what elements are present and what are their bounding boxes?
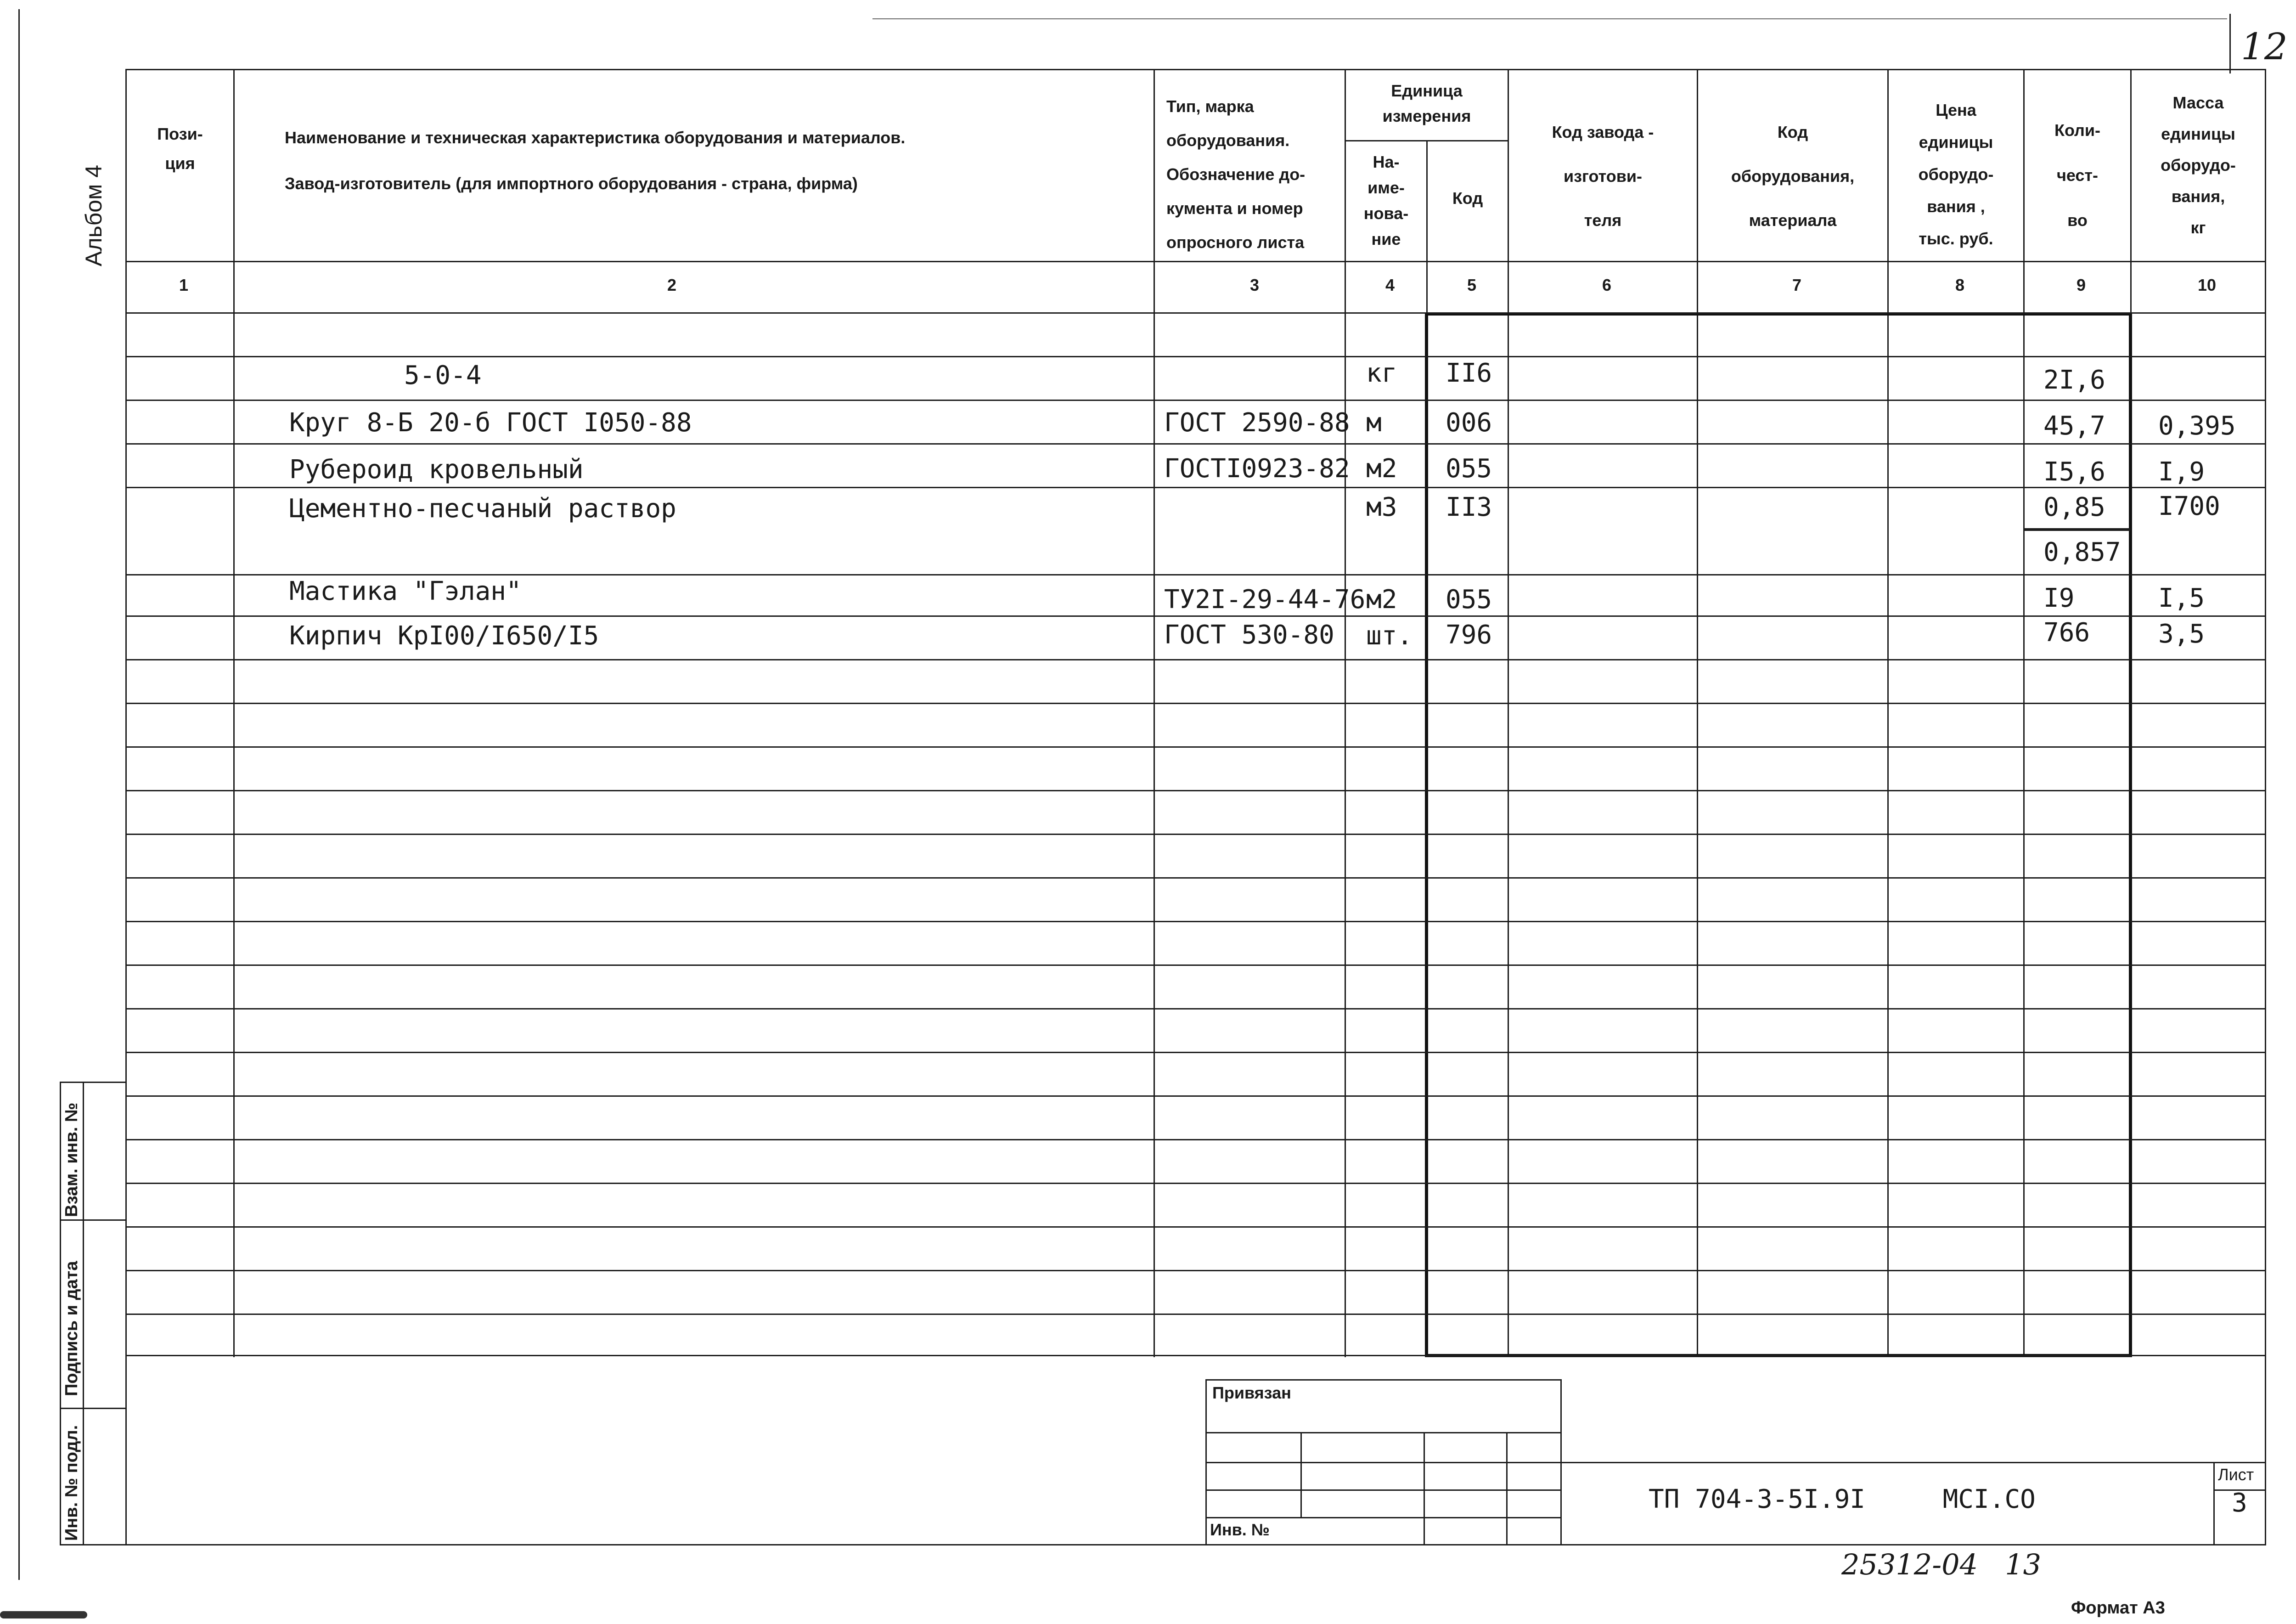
header-position: Пози- ция — [157, 124, 203, 173]
title-block-line — [1205, 1462, 2266, 1463]
handwritten-number: 25312-04 13 — [1841, 1548, 2042, 1581]
row-4-name: Цементно-песчаный раствор — [289, 494, 676, 524]
row-3-name: Рубероид кровельный — [289, 455, 584, 485]
header-type: Тип, марка оборудования. Обозначение до- кумента и номер опросного листа — [1166, 97, 1306, 252]
row-line — [125, 1270, 2266, 1271]
header-unit-name: На- име- нова- ние — [1363, 152, 1409, 248]
row-6-mass: I,5 — [2158, 583, 2205, 613]
row-line — [2023, 528, 2130, 531]
row-7-qty: 766 — [2043, 618, 2090, 648]
row-line — [125, 400, 2266, 401]
title-block-line — [1205, 1432, 1561, 1433]
row-2-doc: ГОСТ 2590-88 — [1164, 408, 1350, 438]
header-bottom-line — [125, 261, 2266, 262]
row-4-qty: 0,85 — [2043, 492, 2105, 522]
row-line — [125, 790, 2266, 791]
row-line — [125, 659, 2266, 660]
header-unit-group: Единица измерения — [1382, 81, 1471, 125]
album-label: Альбом 4 — [81, 164, 107, 266]
col-line-4 — [1426, 140, 1428, 315]
row-5-qty: 0,857 — [2043, 537, 2121, 567]
row-line — [125, 964, 2266, 966]
row-line — [125, 615, 2266, 617]
side-stamp-line — [60, 1082, 125, 1083]
title-block-line — [1424, 1432, 1425, 1545]
row-7-name: Кирпич КрI00/I650/I5 — [289, 621, 599, 651]
header-equip-code: Код оборудования, материала — [1731, 123, 1855, 230]
row-4-unit: м3 — [1366, 492, 1397, 522]
row-4-mass: I700 — [2158, 491, 2220, 521]
row-7-code: 796 — [1446, 620, 1492, 650]
header-qty: Коли- чест- во — [2054, 121, 2101, 230]
row-2-mass: 0,395 — [2158, 411, 2236, 441]
row-line — [125, 834, 2266, 835]
table-top-line — [125, 69, 2266, 70]
row-1-code: II6 — [1446, 358, 1492, 388]
row-line — [125, 877, 2266, 879]
row-line — [125, 1226, 2266, 1228]
side-stamp-zam-inv: Взам. инв. № — [62, 1102, 81, 1217]
title-block-line — [1506, 1432, 1508, 1545]
side-stamp-podpis-data: Подпись и дата — [62, 1261, 81, 1396]
scan-artifact — [0, 1611, 87, 1618]
title-block-line — [2213, 1462, 2215, 1545]
row-line — [125, 1139, 2266, 1140]
unit-header-divider — [1345, 140, 1508, 141]
row-6-unit: м2 — [1366, 585, 1397, 615]
corner-sheet-number: 12 — [2241, 25, 2288, 68]
side-stamp-inv-podl: Инв. № подл. — [62, 1425, 81, 1541]
table-border-left — [125, 69, 127, 1545]
side-stamp-right-line — [83, 1082, 84, 1545]
header-mass: Масса единицы оборудо- вания, кг — [2161, 93, 2236, 237]
row-line — [125, 356, 2266, 357]
row-1-name: 5-0-4 — [404, 361, 482, 390]
side-stamp-line — [60, 1408, 125, 1409]
privyazan-label: Привязан — [1212, 1383, 1291, 1402]
list-number: 3 — [2232, 1488, 2247, 1518]
title-block-line — [1300, 1432, 1302, 1517]
top-dashed-line — [872, 18, 2227, 19]
header-mfr-code: Код завода - изготови- теля — [1552, 123, 1654, 230]
row-3-code: 055 — [1446, 454, 1492, 484]
header-name: Наименование и техническая характеристика оборудования и материалов. Завод-изготовитель (для импортного оборудования - страна, фирма) — [285, 128, 906, 193]
row-6-doc: ТУ2I-29-44-76 — [1164, 585, 1366, 615]
left-border-line — [18, 9, 20, 1580]
format-label: Формат А3 — [2071, 1598, 2165, 1618]
row-line — [125, 703, 2266, 704]
row-3-doc: ГОСТI0923-82 — [1164, 454, 1350, 484]
row-2-qty: 45,7 — [2043, 411, 2105, 441]
row-6-code: 055 — [1446, 585, 1492, 615]
row-6-name: Мастика "Гэлан" — [289, 576, 522, 606]
row-2-code: 006 — [1446, 408, 1492, 438]
row-7-doc: ГОСТ 530-80 — [1164, 620, 1334, 650]
title-block-line — [1205, 1517, 1561, 1518]
row-2-unit: м — [1366, 408, 1382, 438]
row-1-qty: 2I,6 — [2043, 365, 2105, 395]
title-block-line — [1205, 1489, 1561, 1491]
row-line — [125, 746, 2266, 748]
document-code: ТП 704-3-5I.9I МСI.СО — [1649, 1484, 2036, 1514]
colnum-bottom-line — [125, 312, 2266, 314]
row-7-unit: шт. — [1366, 621, 1413, 651]
body-bottom-line — [125, 1355, 2266, 1356]
title-block-line — [1205, 1379, 1561, 1381]
row-1-unit: кг — [1366, 358, 1397, 388]
row-line — [125, 921, 2266, 922]
row-3-mass: I,9 — [2158, 457, 2205, 487]
header-unit-code: Код — [1452, 189, 1483, 208]
sheet-bottom-line — [60, 1544, 2266, 1545]
row-line — [125, 1183, 2266, 1184]
row-line — [125, 487, 2266, 488]
list-label: Лист — [2218, 1465, 2254, 1484]
sheet-corner-line — [2229, 14, 2231, 73]
row-line — [125, 443, 2266, 445]
row-6-qty: I9 — [2043, 583, 2075, 613]
row-3-unit: м2 — [1366, 454, 1397, 484]
side-stamp-left-line — [60, 1082, 61, 1545]
table-border-right — [2265, 69, 2266, 1545]
row-3-qty: I5,6 — [2043, 457, 2105, 487]
row-line — [125, 1052, 2266, 1053]
row-2-name: Круг 8-Б 20-б ГОСТ I050-88 — [289, 408, 692, 438]
row-line — [125, 1095, 2266, 1097]
inv-no-label: Инв. № — [1210, 1520, 1270, 1539]
row-line — [125, 1008, 2266, 1009]
side-stamp-line — [60, 1219, 125, 1221]
row-line — [125, 1314, 2266, 1315]
row-4-code: II3 — [1446, 492, 1492, 522]
title-block-line — [1205, 1379, 1207, 1545]
row-line — [125, 574, 2266, 575]
title-block-line — [1560, 1379, 1562, 1545]
row-7-mass: 3,5 — [2158, 619, 2205, 649]
header-price: Цена единицы оборудо- вания , тыс. руб. — [1918, 101, 1994, 248]
